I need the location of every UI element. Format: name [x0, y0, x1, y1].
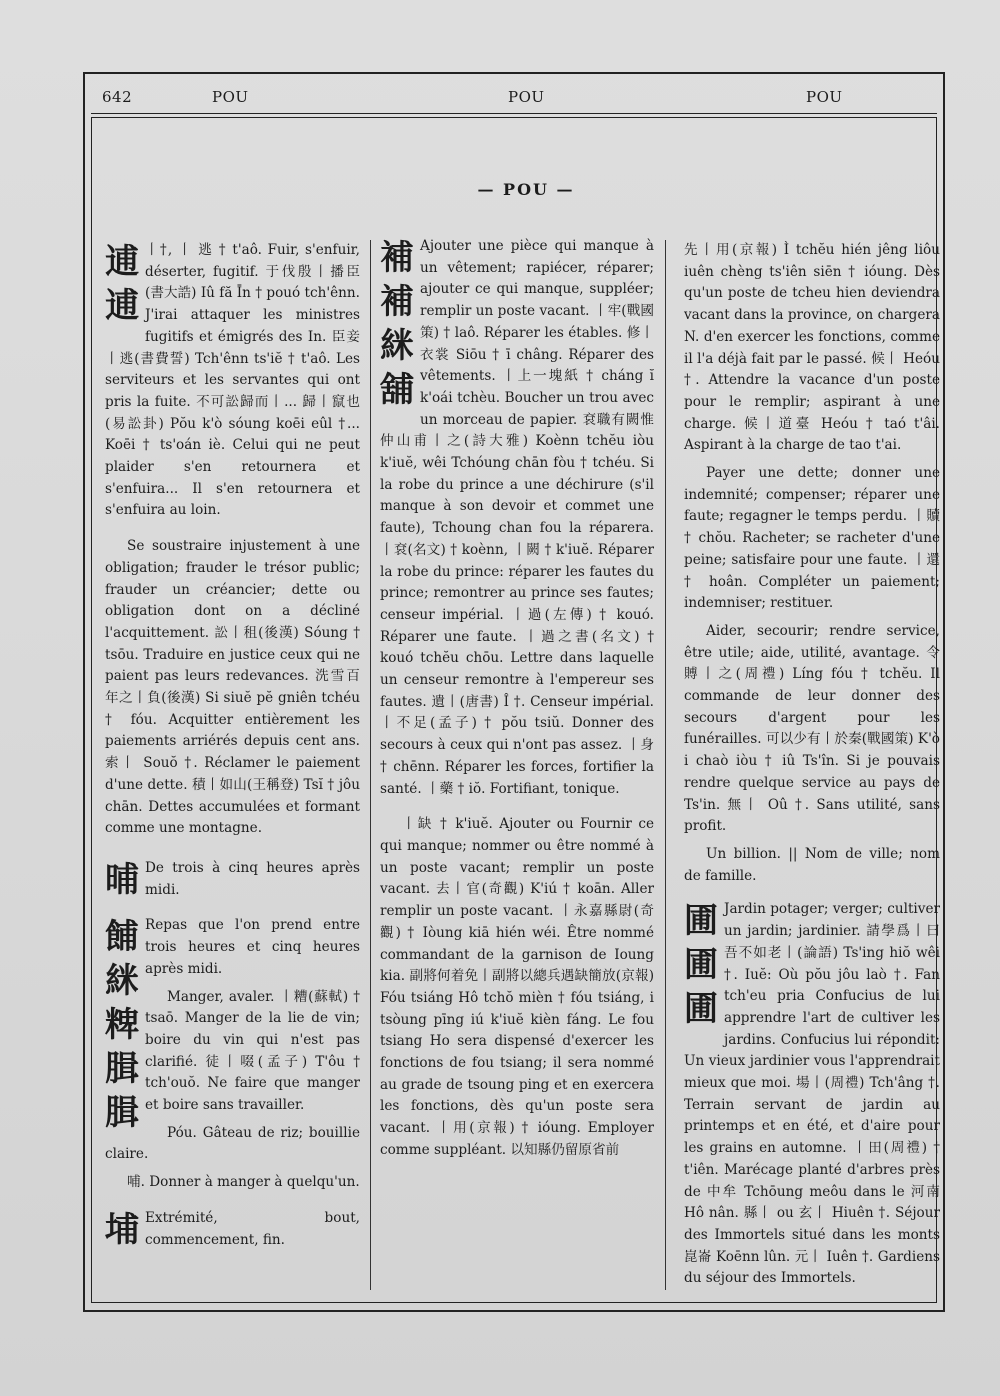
definition: 丨缺 † k'iuĕ. Ajouter ou Fournir ce qui manque; nommer ou être nommé à un poste vacant; remplir un poste vacant. 去丨官(奇觀) K'iú † koān. Aller remplir un poste vacant. 丨永嘉縣尉(奇觀) † Iòung kiā hién wéi. Être nommé commandant de la garnison de Ioung kia. 副將何着免丨副將以總兵遇缺簡放(京報) Fóu tsiáng Hô tchŏ mièn † fóu tsiáng, i tsòung pīng iú k'iuĕ kièn fáng. Le fou tsiang Ho sera dispensé d'exercer les fonctions de fou tsiang; il sera nommé au grade de tsoung ping et en exercera les fonctions, dès qu'un poste sera vacant. 丨用(京報) † ióung. Employer comme suppléant. 以知縣仍留原省前	[380, 816, 654, 1158]
headword-group	[105, 858, 139, 902]
column-2	[380, 236, 654, 1168]
definition: De trois à cinq heures après midi.	[145, 859, 360, 898]
definition: 先丨用(京報) Ì tchĕu hién jêng liôu iuên chèng ts'iên siēn † ióung. Dès qu'un poste de tcheu hien deviendra vacant dans la province, on chargera N. d'en exercer les fonctions, comme il l'a déjà fait par le passé. 候丨 Heóu †. Attendre la vacance d'un poste pour le remplir; aspirant à une charge. 候丨道臺 Heóu † taó t'âi. Aspirant à la charge de tao t'ai.	[684, 242, 940, 454]
headword: 䋛	[380, 326, 414, 366]
entry-bu-flee	[105, 240, 360, 528]
definition: Un billion. || Nom de ville; nom de famille.	[684, 845, 940, 884]
headword: 圃	[684, 901, 718, 942]
header-left: POU	[212, 88, 249, 106]
headword: 䐕	[105, 1093, 139, 1134]
headword: 逋	[105, 242, 139, 282]
entry-bu-afternoon	[105, 858, 360, 907]
definition: Payer une dette; donner une indemnité; compenser; réparer une faute; regagner le temps perdu. 丨贖 † chŏu. Racheter; se racheter d'une peine; satisfaire pour une faute. 丨還 † hoân. Compléter un paiement; indemniser; restituer.	[684, 465, 940, 612]
definition: Aider, secourir; rendre service, être utile; aide, utilité, avantage. 令賻丨之(周禮) Líng fóu † tchĕu. Il commande de leur donner des secours d'argent pour les funérailles. 可以少有丨於秦(戰國策) K'ò i chaò iòu † iû Ts'în. Si je pouvais rendre quelque service au pays de Ts'in. 無丨 Oû †. Sans utilité, sans profit.	[684, 622, 940, 835]
headword-group	[105, 240, 139, 328]
definition: Ajouter une pièce qui manque à un vêtement; rapiécer, réparer; ajouter ce qui manque, suppléer; remplir un poste vacant. 丨牢(戰國策) † laô. Réparer les étables. 修丨衣裳 Siōu † ī châng. Réparer des vêtements. 丨上一塊紙 † cháng ĭ k'oái tchèu. Boucher un trou avec un morceau de papier. 袞職有闕惟仲山甫丨之(詩大雅) Koènn tchĕu iòu k'iuĕ, wêi Tchóung chān fòu † tchéu. Si la robe du prince a une déchirure (s'il manque à son devoir et commet une faute), Tchoung chan fou la réparera. 丨袞(名文) † koènn, 丨闕 † k'iuĕ. Réparer la robe du prince: réparer les fautes du prince; remontrer au prince ses fautes; censeur impérial. 丨過(左傳) † kouó. Réparer une faute. 丨過之書(名文) † kouó tchĕu chōu. Lettre dans laquelle un censeur remontre à l'empereur ses fautes. 遺丨(唐書) Î †. Censeur impérial. 丨不足(孟子) † pŏu tsiŭ. Donner des secours à ceux qui n'ont pas assez. 丨身 † chēnn. Réparer les forces, fortifier la santé. 丨藥 † iŏ. Fortifiant, tonique.	[380, 238, 654, 797]
headword: 補	[380, 282, 414, 322]
headword: 圃	[684, 989, 718, 1030]
header-rule	[91, 113, 937, 114]
definition: Póu. Gâteau de riz; bouillie claire.	[105, 1124, 360, 1163]
headword-group	[105, 1208, 139, 1252]
header-right: POU	[806, 88, 843, 106]
column-rule-2	[665, 240, 666, 1290]
headword-group	[380, 236, 414, 412]
headword: 䋛	[105, 961, 139, 1002]
definition: Jardin potager; verger; cultiver un jardin; jardinier. 請學爲丨曰吾不如老丨(論語) Ts'ing hiŏ wêi †. Iuĕ: Où pŏu jôu laò †. Fan tch'eu pria Confucius de lui apprendre l'art de cultiver les jardins. Confucius lui répondit: Un vieux jardinier vous l'apprendrait mieux que moi. 場丨(周禮) Tch'âng †. Terrain servant de jardin au printemps et en été, et d'aire pour les grains en automne. 丨田(周禮) † t'iên. Marécage planté d'arbres près de 中牟 Tchōung meôu dans le 河南 Hô nân. 縣丨 ou 玄丨 Hiuên †. Séjour des Immortels situé dans les monts 崑崙 Koēnn lûn. 元丨 Iuên †. Gardiens du séjour des Immortels.	[684, 901, 940, 1287]
definition: Se soustraire injustement à une obligation; frauder le trésor public; frauder un créancier; dette ou obligation dont on a décliné l'acquittement. 訟丨租(後漢) Sóung † tsōu. Traduire en justice ceux qui ne paient pas leurs redevances. 洗雪百年之丨負(後漢) Si siuĕ pĕ gniên tchéu † fóu. Acquitter entièrement les paiements arriérés depuis cent ans. 索丨 Souŏ †. Réclamer le paiement d'une dette. 積丨如山(王稱登) Tsĭ † jôu chān. Dettes accumulées et formant comme une montagne.	[105, 538, 360, 837]
headword-group	[105, 915, 139, 1135]
headword: 圃	[684, 945, 718, 986]
headword: 補	[380, 238, 414, 278]
definition: 丨†, 丨 逃 † t'aô. Fuir, s'enfuir, déserter, fugitif. 于伐殷丨播臣(書大誥) Iû fă Īn † pouó tch'ênn. J'irai attaquer les ministres fugitifs et émigrés des In. 臣妾丨逃(書費誓) Tch'ênn ts'iĕ † t'aô. Les serviteurs et les servantes qui ont pris la fuite. 不可訟歸而丨... 歸丨竄也(易訟卦) Pŏu k'ò sóung koēi eûl †... Koēi † ts'oán iè. Celui qui ne peut plaider s'en retournera et s'enfuira... Il s'en retournera et s'enfuira au loin.	[105, 242, 360, 519]
headword: 逋	[105, 286, 139, 326]
headword: 埔	[105, 1209, 139, 1250]
definition: 哺. Donner à manger à quelqu'un.	[127, 1174, 360, 1191]
section-title: — POU —	[477, 180, 575, 199]
headword-group	[684, 899, 718, 1031]
column-1	[105, 240, 360, 1265]
definition: Repas que l'on prend entre trois heures et cinq heures après midi.	[145, 917, 360, 977]
page-number: 642	[102, 88, 133, 106]
entry-bu-mend	[380, 236, 654, 806]
headword: 舖	[380, 370, 414, 410]
header-center: POU	[508, 88, 545, 106]
headword: 餔	[105, 917, 139, 958]
definition: Extrémité, bout, commencement, fin.	[145, 1209, 360, 1248]
headword: 晡	[105, 859, 139, 900]
headword: 䐕	[105, 1049, 139, 1090]
definition: Manger, avaler. 丨糟(蘇軾) † tsaō. Manger de la lie de vin; boire du vin qui n'est pas clarifié. 徒丨啜(孟子) T'ôu † tch'ouŏ. Ne faire que manger et boire sans travailler.	[145, 988, 360, 1114]
entry-pu-garden	[684, 899, 940, 1296]
headword: 粺	[105, 1005, 139, 1046]
column-rule-1	[370, 240, 371, 1290]
entry-bu-meal	[105, 915, 360, 1199]
column-3	[684, 240, 940, 1304]
entry-bu-end	[105, 1208, 360, 1257]
